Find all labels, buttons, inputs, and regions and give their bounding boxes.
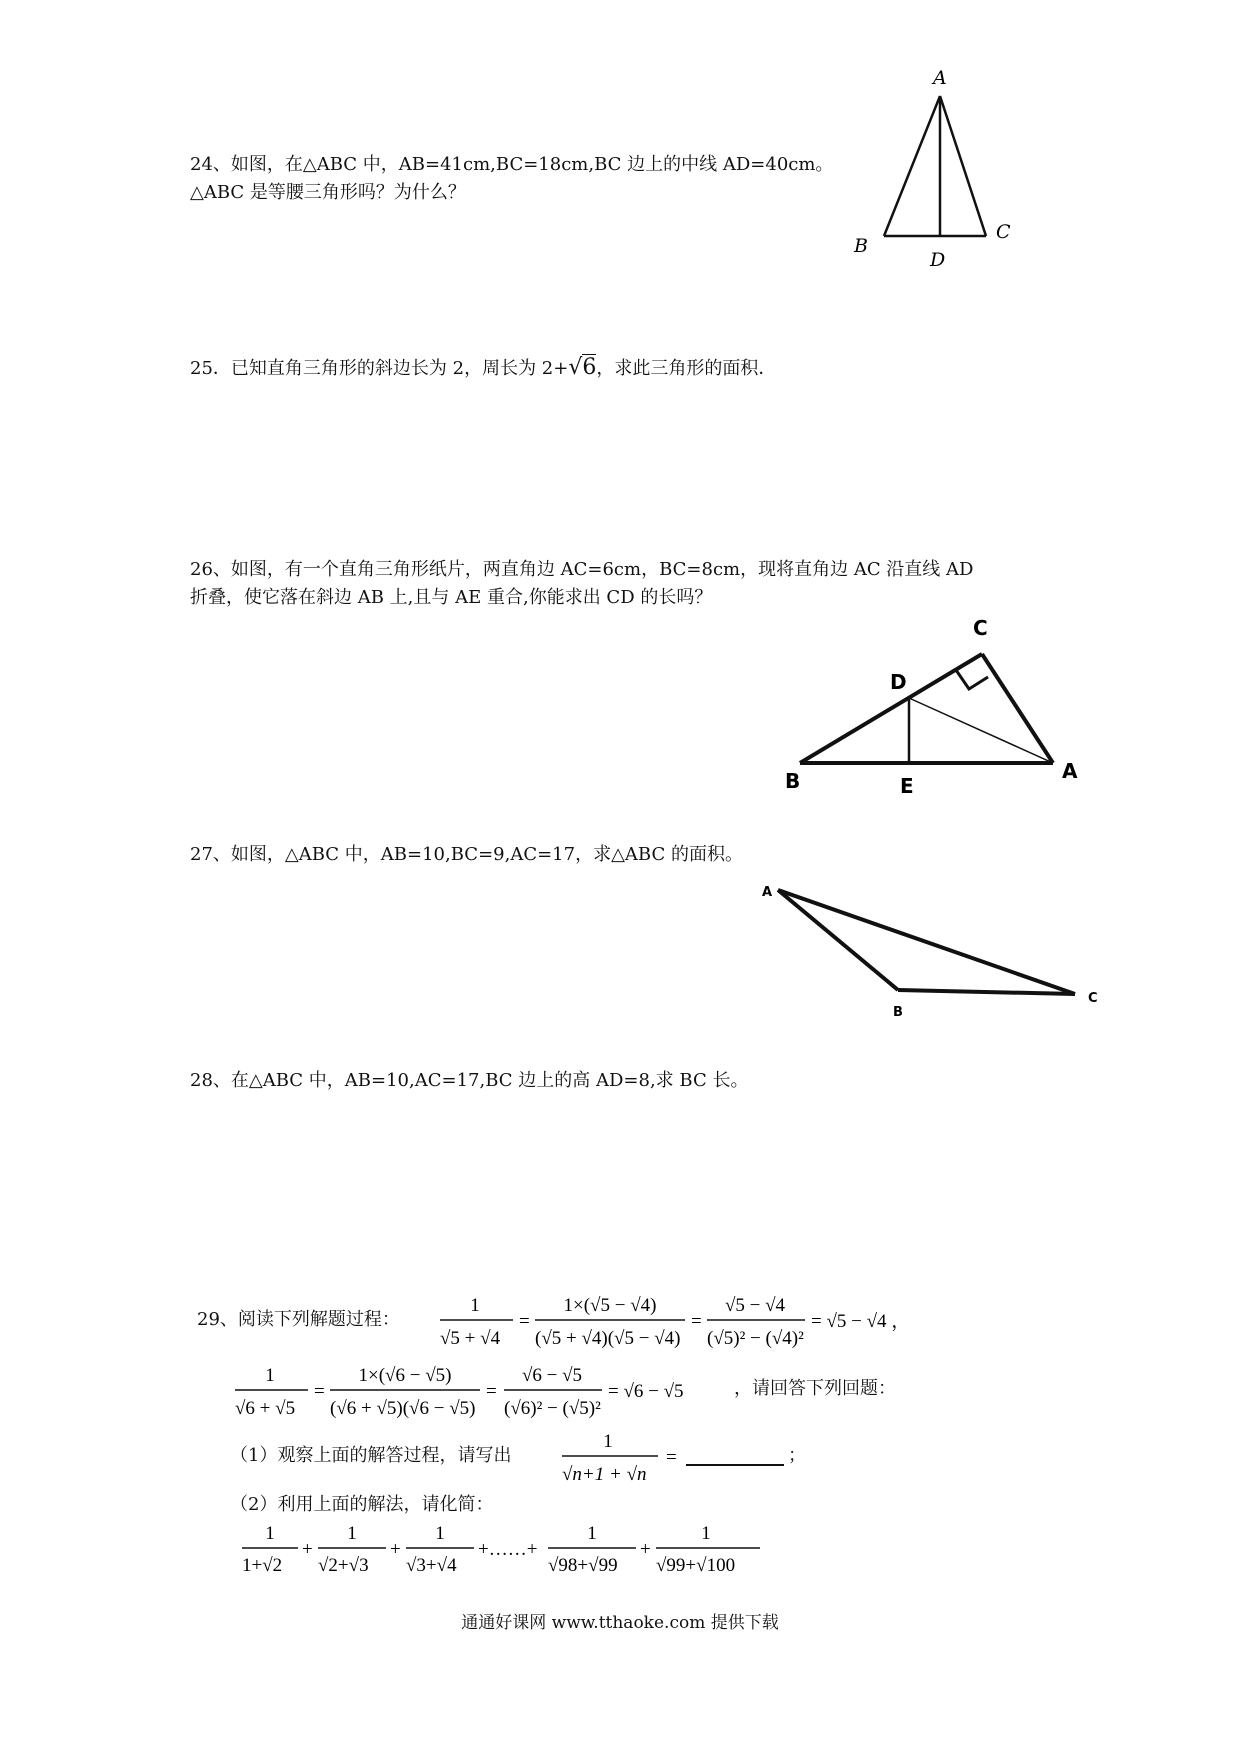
svg-text:(√5 + √4)(√5 − √4): (√5 + √4)(√5 − √4) — [535, 1328, 681, 1349]
q26-line1: 26、如图，有一个直角三角形纸片，两直角边 AC=6cm，BC=8cm，现将直角边 AC 沿直线 AD — [190, 559, 974, 580]
q29-part2-sum — [240, 1517, 780, 1589]
svg-text:√6 + √5: √6 + √5 — [235, 1398, 296, 1419]
svg-text:1×(√5 − √4): 1×(√5 − √4) — [563, 1295, 657, 1316]
radical-sign-icon: √ — [568, 355, 583, 380]
q26-label-e: E — [900, 774, 914, 798]
q27-label-b: B — [893, 1005, 903, 1020]
q26-label-d: D — [890, 670, 907, 694]
q25-sqrt — [568, 353, 596, 383]
q29-example-row1 — [435, 1287, 975, 1361]
q27-line1: 27、如图，△ABC 中，AB=10,BC=9,AC=17，求△ABC 的面积。 — [190, 844, 743, 865]
q27-triangle-figure — [750, 870, 1120, 1030]
q25-radicand: 6 — [582, 355, 597, 380]
svg-text:(√5)² − (√4)²: (√5)² − (√4)² — [707, 1328, 804, 1349]
q29-part2: （2）利用上面的解法，请化简： — [230, 1494, 494, 1515]
svg-text:=: = — [519, 1311, 530, 1332]
svg-text:=: = — [691, 1311, 702, 1332]
q29-part1: （1）观察上面的解答过程，请写出 — [230, 1445, 512, 1466]
svg-text:=: = — [486, 1381, 497, 1402]
q26-line2: 折叠，使它落在斜边 AB 上,且与 AE 重合,你能求出 CD 的长吗？ — [190, 587, 713, 608]
svg-text:√5 + √4: √5 + √4 — [440, 1328, 501, 1349]
svg-text:1: 1 — [265, 1523, 275, 1544]
svg-text:+……+: +……+ — [478, 1539, 538, 1560]
svg-text:=: = — [666, 1447, 677, 1468]
q26-label-c: C — [973, 616, 988, 640]
page-footer: 通通好课网 www.tthaoke.com 提供下载 — [461, 1613, 779, 1633]
svg-text:√98+√99: √98+√99 — [548, 1555, 618, 1576]
svg-text:√2+√3: √2+√3 — [318, 1555, 369, 1576]
q24-line2: △ABC 是等腰三角形吗？为什么？ — [190, 182, 466, 203]
q29-intro: 29、阅读下列解题过程： — [197, 1309, 400, 1330]
q25-after: ，求此三角形的面积． — [596, 358, 777, 379]
q25-before: 25．已知直角三角形的斜边长为 2，周长为 2+ — [190, 358, 569, 379]
svg-text:1: 1 — [470, 1295, 480, 1316]
q24-label-d: D — [930, 249, 946, 271]
svg-text:√3+√4: √3+√4 — [406, 1555, 457, 1576]
q24-label-c: C — [996, 221, 1011, 243]
svg-text:1: 1 — [603, 1431, 613, 1452]
svg-text:(√6)² − (√5)²: (√6)² − (√5)² — [504, 1398, 601, 1419]
q29-part1-formula — [558, 1423, 788, 1497]
q29-example-row2b — [502, 1357, 762, 1431]
svg-text:=: = — [314, 1381, 325, 1402]
q26-label-b: B — [785, 769, 801, 793]
svg-text:1: 1 — [347, 1523, 357, 1544]
svg-text:√99+√100: √99+√100 — [656, 1555, 736, 1576]
q24-line1: 24、如图，在△ABC 中，AB=41cm,BC=18cm,BC 边上的中线 AD=40cm。 — [190, 154, 834, 175]
svg-text:1: 1 — [435, 1523, 445, 1544]
q24-label-a: A — [933, 67, 947, 89]
q27-label-c: C — [1088, 991, 1098, 1006]
svg-text:1: 1 — [265, 1365, 275, 1386]
svg-text:1: 1 — [587, 1523, 597, 1544]
svg-text:√n+1 + √n: √n+1 + √n — [562, 1464, 647, 1485]
q28-line1: 28、在△ABC 中，AB=10,AC=17,BC 边上的高 AD=8,求 BC 长。 — [190, 1070, 749, 1091]
q24-label-b: B — [854, 235, 868, 257]
q25-text — [190, 353, 776, 384]
q26-label-a: A — [1062, 759, 1078, 783]
svg-text:(√6 + √5)(√6 − √5): (√6 + √5)(√6 − √5) — [330, 1398, 476, 1419]
svg-text:1×(√6 − √5): 1×(√6 − √5) — [358, 1365, 452, 1386]
svg-text:= √5 − √4 ，: = √5 − √4 ， — [811, 1311, 911, 1332]
q24-triangle-figure — [840, 60, 1040, 280]
svg-text:√5 − √4: √5 − √4 — [724, 1295, 786, 1316]
svg-text:+: + — [390, 1539, 401, 1560]
svg-text:1+√2: 1+√2 — [242, 1555, 283, 1576]
svg-text:√6 − √5: √6 − √5 — [521, 1365, 583, 1386]
svg-text:1: 1 — [701, 1523, 711, 1544]
svg-text:= √6 − √5: = √6 − √5 — [608, 1381, 684, 1402]
q27-label-a: A — [762, 885, 773, 900]
q26-triangle-figure — [760, 610, 1090, 810]
q29-part1-end: ； — [788, 1445, 806, 1466]
q29-suffix: ，请回答下列回题： — [734, 1378, 896, 1399]
svg-text:+: + — [302, 1539, 313, 1560]
svg-text:+: + — [640, 1539, 651, 1560]
